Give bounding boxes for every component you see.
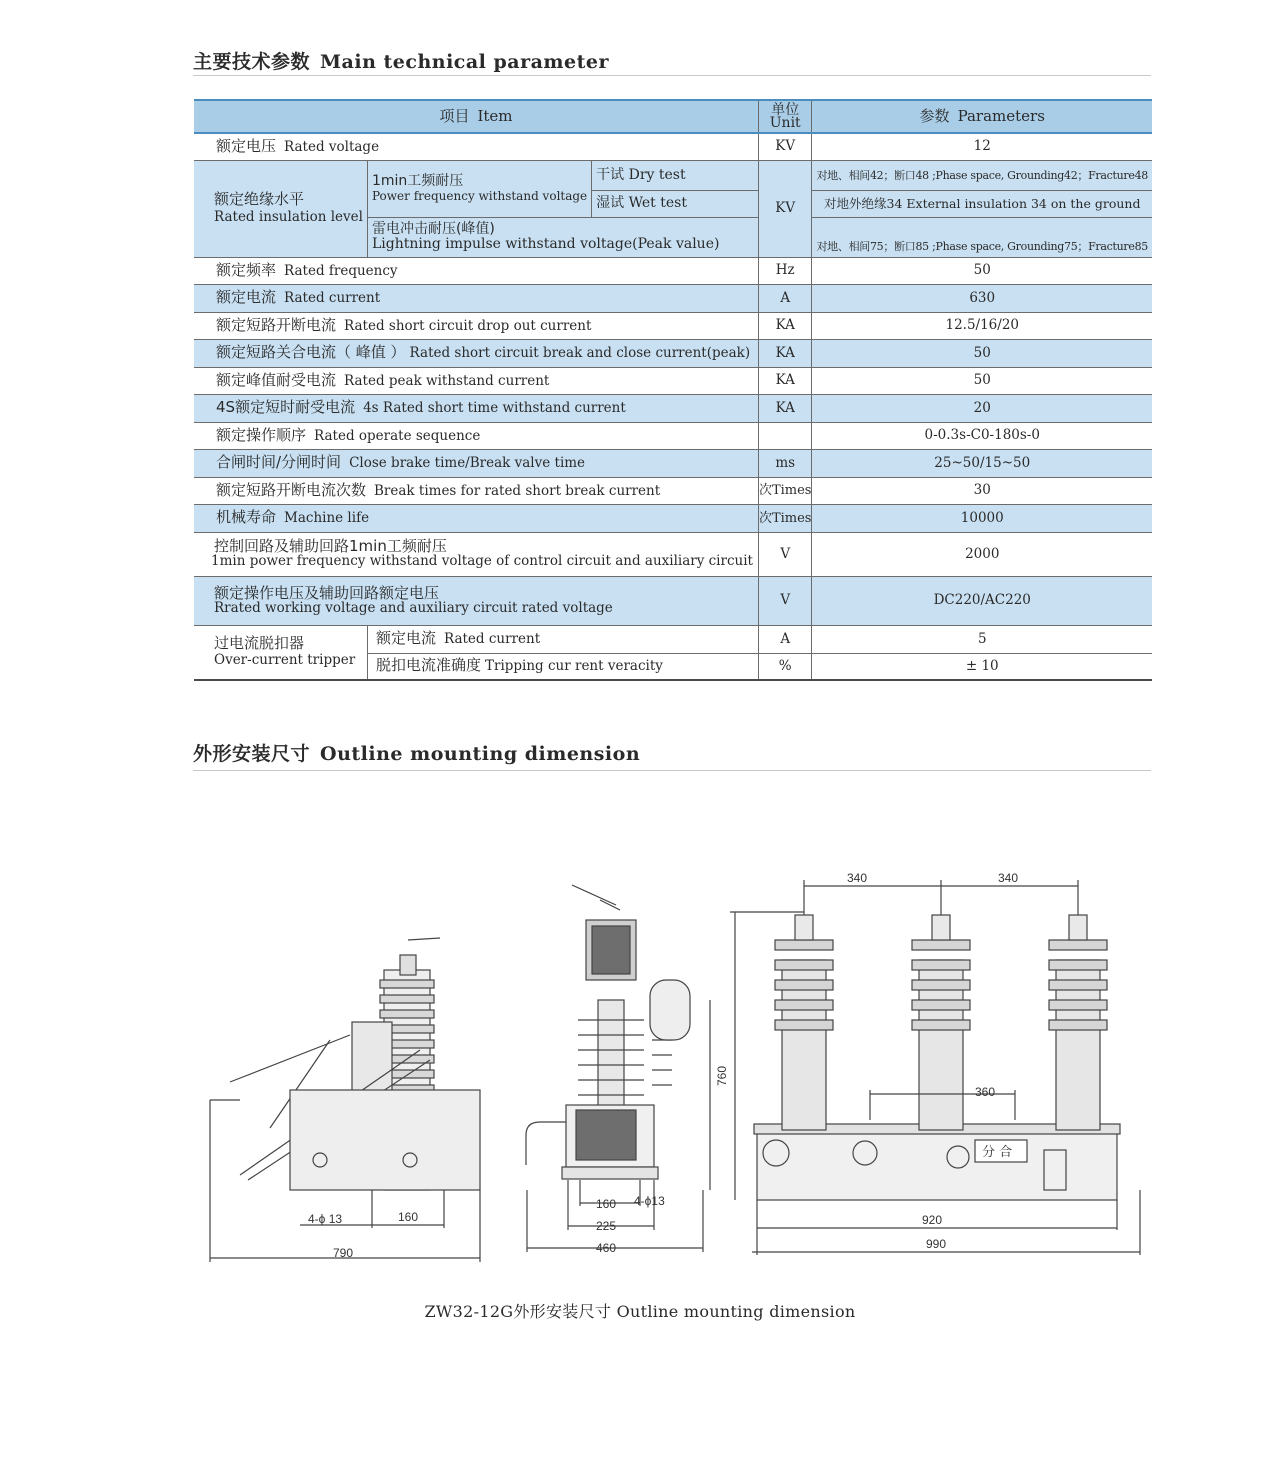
dim-label: 460 <box>596 1241 617 1255</box>
row-label-en: Rated short circuit break and close current(peak) <box>409 345 751 361</box>
table-row <box>194 422 1152 449</box>
row-value: 12 <box>812 133 1152 160</box>
row-unit: KA <box>758 367 812 394</box>
row-label-en: Rated frequency <box>284 262 398 279</box>
row-unit: V <box>758 532 812 576</box>
row-label-cn: 额定短路开断电流 <box>216 315 337 334</box>
dim-label: 340 <box>998 871 1019 885</box>
dim-label: 340 <box>847 871 868 885</box>
table-row <box>194 576 1152 625</box>
header-params <box>812 100 1152 133</box>
row-value: 10000 <box>812 504 1152 532</box>
wet-test-value: 对地外绝缘34 External insulation 34 on the ground <box>812 190 1152 217</box>
row-value: 12.5/16/20 <box>812 312 1152 339</box>
header-unit-cn: 单位 <box>771 101 800 118</box>
power-frequency-en: Power frequency withstand voltage <box>371 188 588 203</box>
row-label-cn: 额定短路关合电流（ 峰值 ） <box>216 343 406 361</box>
section-title-cn: 主要技术参数 <box>193 51 311 73</box>
lightning-impulse-cn: 雷电冲击耐压(峰值) <box>371 221 495 237</box>
row-label-en: Rated current <box>443 631 541 647</box>
row-value: ± 10 <box>812 653 1152 680</box>
power-frequency-cn: 1min工频耐压 <box>371 172 464 189</box>
row-label-cn: 额定操作电压及辅助回路额定电压 <box>214 583 440 602</box>
row-value: 50 <box>812 257 1152 284</box>
row-value: 630 <box>812 284 1152 312</box>
table-row <box>194 160 1152 190</box>
lightning-impulse-label <box>367 217 758 257</box>
power-frequency-label <box>367 160 591 217</box>
row-value: 25~50/15~50 <box>812 449 1152 477</box>
row-label-en: Rated voltage <box>284 138 380 155</box>
row-label-en: Rated current <box>284 290 381 306</box>
header-item-cn: 项目 <box>439 107 470 125</box>
dim-label: 920 <box>922 1213 943 1227</box>
row-unit: % <box>758 653 812 680</box>
insulation-label-cn: 额定绝缘水平 <box>214 190 305 208</box>
row-label-en: 4s Rated short time withstand current <box>363 400 626 416</box>
row-unit: 次Times <box>758 504 812 532</box>
table-row <box>194 477 1152 504</box>
row-value: 5 <box>812 625 1152 653</box>
row-value: 50 <box>812 367 1152 394</box>
row-value: DC220/AC220 <box>812 576 1152 625</box>
table-row <box>194 394 1152 422</box>
row-label-en: Rrated working voltage and auxiliary circuit rated voltage <box>214 599 613 616</box>
row-unit: V <box>758 576 812 625</box>
row-label-cn: 机械寿命 <box>216 508 277 526</box>
table-row <box>194 133 1152 160</box>
section-title-en: Main technical parameter <box>320 51 609 73</box>
dim-label: 160 <box>596 1197 617 1211</box>
dim-label: 4-ϕ 13 <box>308 1212 343 1226</box>
row-label-cn: 额定操作顺序 <box>216 425 307 444</box>
insulation-unit: KV <box>758 160 812 257</box>
dry-test-value: 对地、相间42；断口48 ;Phase space, Grounding42；Fracture48 <box>812 160 1152 190</box>
row-unit: 次Times <box>758 477 812 504</box>
lightning-impulse-en: Lightning impulse withstand voltage(Peak value) <box>371 236 720 252</box>
row-unit: A <box>758 625 812 653</box>
row-unit: KA <box>758 312 812 339</box>
lightning-impulse-value: 对地、相间75；断口85 ;Phase space, Grounding75；Fracture85 <box>812 217 1152 257</box>
row-label-cn: 额定频率 <box>216 260 277 279</box>
side-view-drawing <box>210 938 480 1262</box>
tripper-label-en: Over-current tripper <box>214 652 356 669</box>
table-row <box>194 449 1152 477</box>
row-label-cn: 控制回路及辅助回路1min工频耐压 <box>214 537 447 555</box>
row-unit: A <box>758 284 812 312</box>
pole-a <box>775 915 833 1130</box>
header-params-cn: 参数 <box>919 107 950 125</box>
row-label-en: Rated short circuit drop out current <box>344 317 592 334</box>
header-unit-en: Unit <box>769 114 801 131</box>
dim-label: 4-ϕ13 <box>634 1194 665 1208</box>
row-label-cn: 额定峰值耐受电流 <box>216 370 337 389</box>
row-value: 30 <box>812 477 1152 504</box>
dim-label: 760 <box>715 1065 729 1086</box>
table-row <box>194 312 1152 339</box>
row-label-cn: 额定短路开断电流次数 <box>216 480 367 499</box>
tripper-label <box>194 625 367 680</box>
insulation-label-en: Rated insulation level <box>214 209 363 225</box>
section-title-cn: 外形安装尺寸 <box>193 743 311 765</box>
row-unit: ms <box>758 449 812 477</box>
row-label-en: Rated operate sequence <box>314 427 481 444</box>
header-params-en: Parameters <box>957 107 1045 125</box>
row-label-en: Break times for rated short break current <box>374 482 661 499</box>
row-label-en: Close brake time/Break valve time <box>349 455 586 471</box>
row-value: 2000 <box>812 532 1152 576</box>
table-row <box>194 625 1152 653</box>
three-pole-view-drawing <box>730 880 1140 1255</box>
row-label-cn: 额定电流 <box>216 288 277 306</box>
dim-label: 360 <box>975 1085 996 1099</box>
table-row <box>194 284 1152 312</box>
row-unit: KA <box>758 339 812 367</box>
pole-b <box>912 915 970 1130</box>
row-label-cn: 额定电流 <box>375 629 436 647</box>
tripper-label-cn: 过电流脱扣器 <box>214 634 305 653</box>
title-rule <box>193 770 1151 771</box>
row-unit: KV <box>758 133 812 160</box>
row-label-cn: 合闸时间/分闸时间 <box>216 453 342 471</box>
row-label-en: Rated peak withstand current <box>344 372 550 389</box>
wet-test-label: 湿试 Wet test <box>592 190 759 217</box>
drawing-caption: ZW32-12G外形安装尺寸 Outline mounting dimension <box>424 1302 856 1321</box>
parameter-table <box>194 99 1152 681</box>
table-row <box>194 367 1152 394</box>
row-label-en: Tripping cur rent veracity <box>484 658 663 675</box>
dim-label: 790 <box>333 1246 354 1260</box>
pole-c <box>1049 915 1107 1130</box>
table-row <box>194 532 1152 576</box>
table-row <box>194 257 1152 284</box>
row-label-en: 1min power frequency withstand voltage of control circuit and auxiliary circuit <box>211 553 753 569</box>
table-header-row <box>194 100 1152 133</box>
row-label-en: Machine life <box>284 510 370 526</box>
section-title-parameters <box>193 47 609 74</box>
dry-test-label: 干试 Dry test <box>592 160 759 190</box>
outline-drawing <box>0 860 1280 1280</box>
row-value: 50 <box>812 339 1152 367</box>
section-title-en: Outline mounting dimension <box>320 743 641 765</box>
row-label-cn: 脱扣电流准确度 <box>375 656 481 675</box>
section-title-outline <box>193 739 640 766</box>
row-value: 20 <box>812 394 1152 422</box>
table-row <box>194 504 1152 532</box>
front-view-drawing <box>526 885 710 1252</box>
title-rule <box>193 75 1151 76</box>
row-label-cn: 4S额定短时耐受电流 <box>216 398 356 416</box>
insulation-label <box>194 160 367 257</box>
dim-label: 225 <box>596 1219 617 1233</box>
row-unit: Hz <box>758 257 812 284</box>
header-unit <box>758 100 812 133</box>
header-item <box>194 100 758 133</box>
row-label-cn: 额定电压 <box>216 136 277 155</box>
open-close-label: 分 合 <box>982 1145 1013 1160</box>
row-unit: KA <box>758 394 812 422</box>
dim-label: 160 <box>398 1210 419 1224</box>
table-row <box>194 339 1152 367</box>
row-value: 0-0.3s-C0-180s-0 <box>812 422 1152 449</box>
row-unit <box>758 422 812 449</box>
header-item-en: Item <box>477 107 513 125</box>
dim-label: 990 <box>926 1237 947 1251</box>
